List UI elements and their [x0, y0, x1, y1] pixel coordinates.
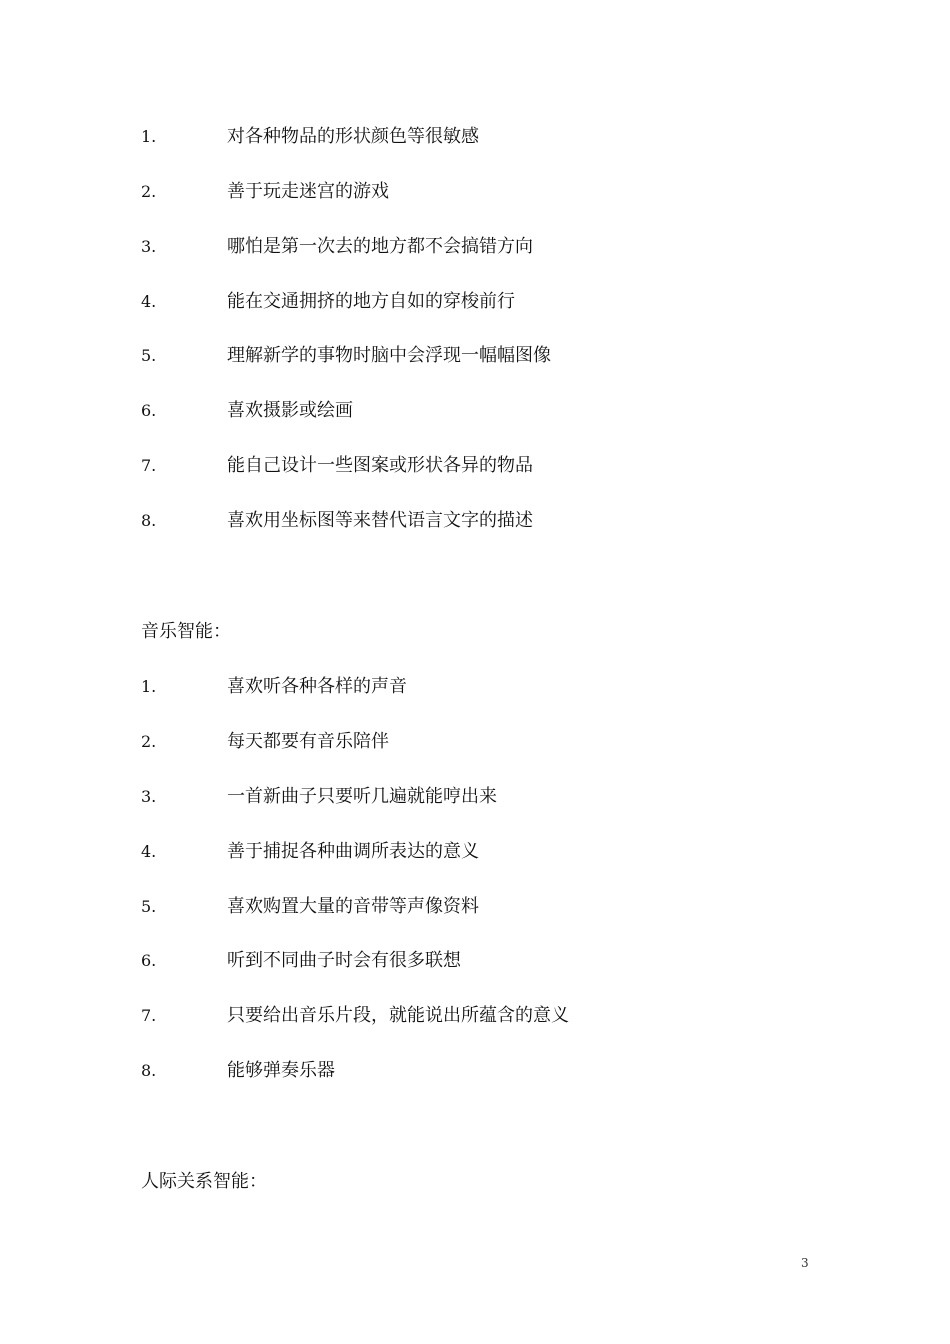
list-item-number: 3.	[141, 787, 157, 806]
list-item-number: 5.	[141, 897, 157, 916]
list-item-text: 能够弹奏乐器	[227, 1060, 335, 1081]
list-item-number: 4.	[141, 292, 157, 311]
list-item	[141, 398, 353, 424]
list-item	[141, 894, 479, 920]
list-item-text: 喜欢听各种各样的声音	[227, 676, 407, 697]
list-item	[141, 179, 389, 205]
list-item-text: 只要给出音乐片段，就能说出所蕴含的意义	[227, 1005, 569, 1026]
list-item	[141, 674, 407, 700]
page-number: 3	[801, 1256, 809, 1270]
list-item-number: 5.	[141, 346, 157, 365]
list-item-text: 喜欢摄影或绘画	[227, 400, 353, 421]
list-item-number: 1.	[141, 127, 157, 146]
list-item-number: 1.	[141, 677, 157, 696]
list-item-text: 听到不同曲子时会有很多联想	[227, 950, 461, 971]
list-item	[141, 508, 533, 534]
list-item-number: 6.	[141, 951, 157, 970]
section-heading-music: 音乐智能：	[141, 621, 231, 642]
list-item-text: 能在交通拥挤的地方自如的穿梭前行	[227, 291, 515, 312]
list-item-number: 8.	[141, 511, 157, 530]
list-item-number: 8.	[141, 1061, 157, 1080]
list-item-number: 6.	[141, 401, 157, 420]
list-item-number: 7.	[141, 456, 157, 475]
list-item	[141, 1003, 569, 1029]
list-item	[141, 289, 515, 315]
list-item-number: 3.	[141, 237, 157, 256]
list-item-text: 喜欢购置大量的音带等声像资料	[227, 896, 479, 917]
list-item	[141, 784, 497, 810]
list-item-text: 善于捕捉各种曲调所表达的意义	[227, 841, 479, 862]
section-heading-interpersonal: 人际关系智能：	[141, 1171, 267, 1192]
list-item-number: 7.	[141, 1006, 157, 1025]
list-item-text: 每天都要有音乐陪伴	[227, 731, 389, 752]
list-item-number: 4.	[141, 842, 157, 861]
list-item	[141, 343, 551, 369]
list-item-number: 2.	[141, 182, 157, 201]
list-item-text: 善于玩走迷宫的游戏	[227, 181, 389, 202]
list-item	[141, 729, 389, 755]
list-item	[141, 124, 479, 150]
list-item-text: 喜欢用坐标图等来替代语言文字的描述	[227, 510, 533, 531]
list-item	[141, 839, 479, 865]
list-item-text: 对各种物品的形状颜色等很敏感	[227, 126, 479, 147]
list-item	[141, 234, 533, 260]
list-item-text: 哪怕是第一次去的地方都不会搞错方向	[227, 236, 533, 257]
list-item-text: 能自己设计一些图案或形状各异的物品	[227, 455, 533, 476]
list-item-text: 一首新曲子只要听几遍就能哼出来	[227, 786, 497, 807]
list-item	[141, 453, 533, 479]
list-item	[141, 1058, 335, 1084]
list-item	[141, 948, 461, 974]
list-item-text: 理解新学的事物时脑中会浮现一幅幅图像	[227, 345, 551, 366]
list-item-number: 2.	[141, 732, 157, 751]
